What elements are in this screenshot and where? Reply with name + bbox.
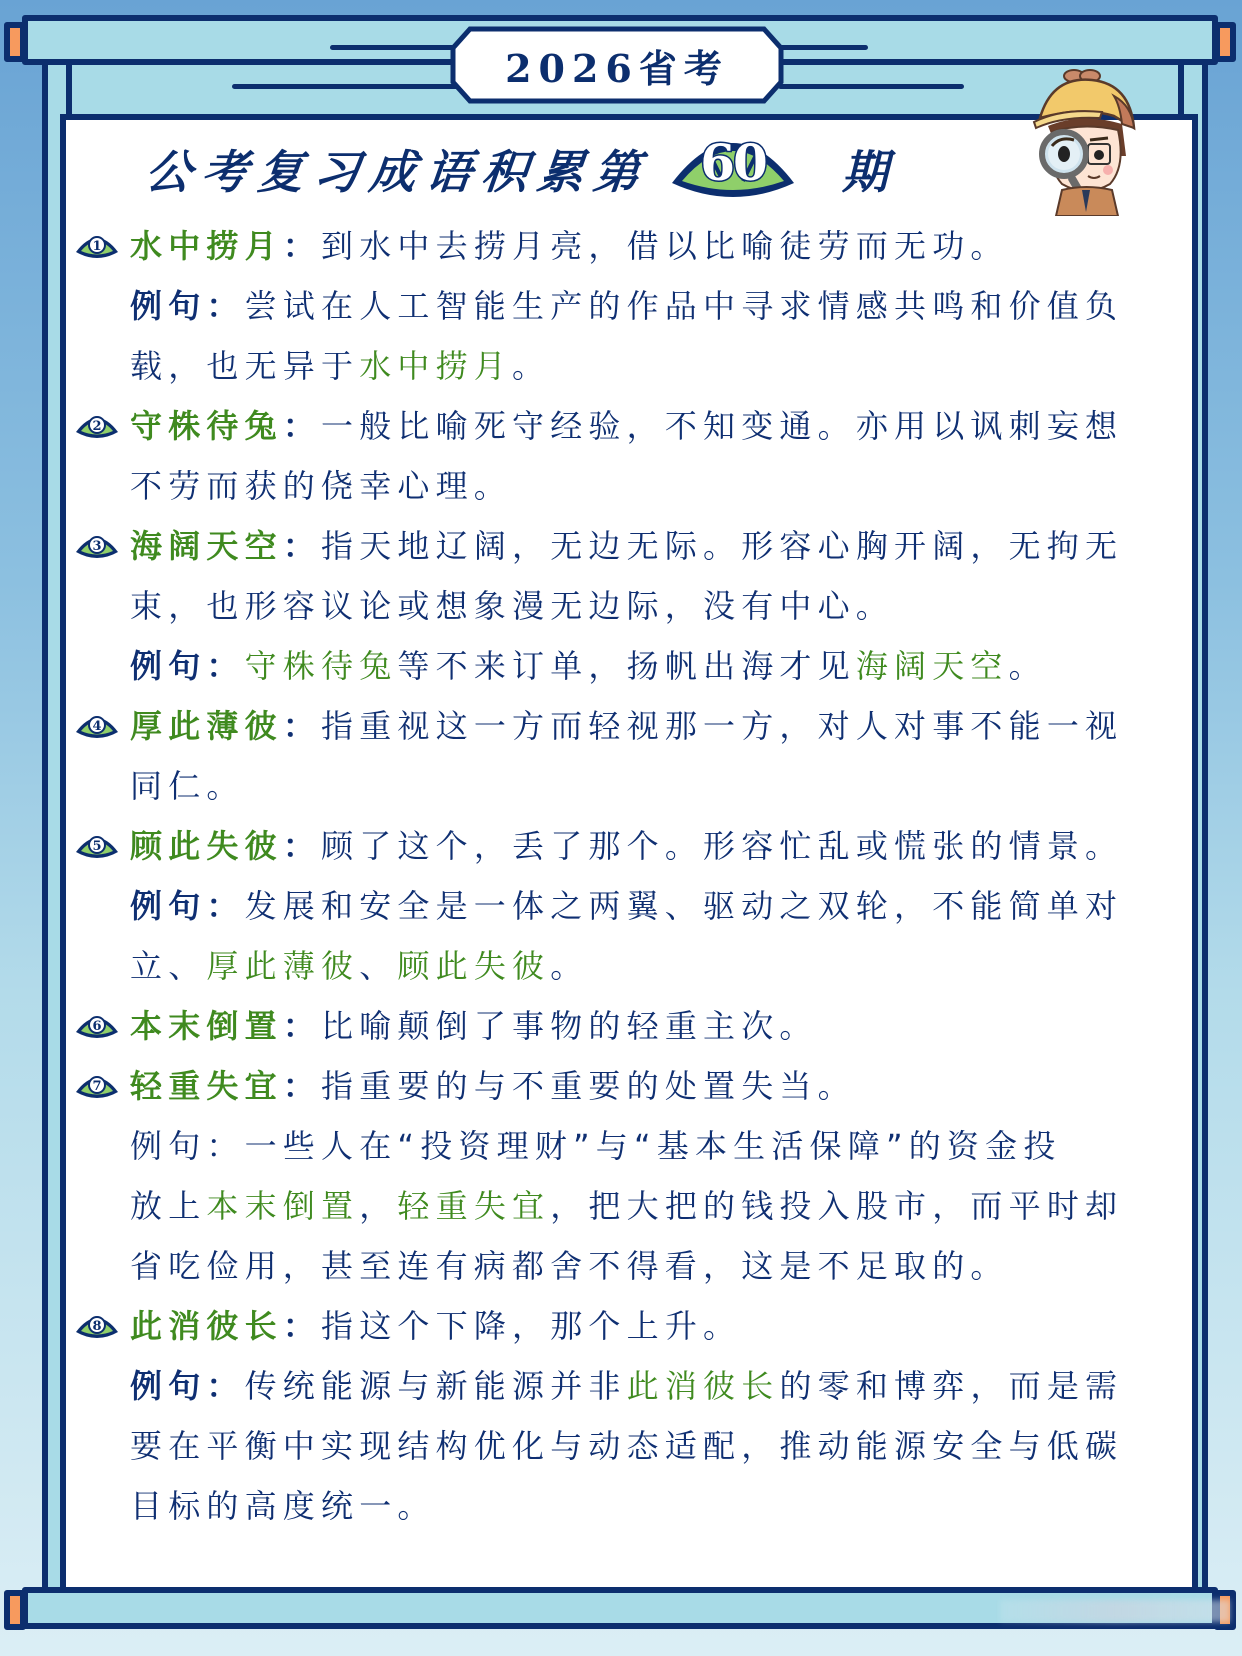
term-colon: ： <box>282 527 322 565</box>
term-colon: ： <box>282 827 322 865</box>
idiom-definition-line <box>72 516 1184 576</box>
title-suffix: 期 <box>842 145 888 199</box>
text-segment: 立、 <box>130 947 207 985</box>
text-segment: 要在平衡中实现结构优化与动态适配，推动能源安全与低碳 <box>130 1427 1124 1465</box>
term-colon: ： <box>282 1067 322 1105</box>
idiom-highlight: 厚此薄彼 <box>206 947 360 985</box>
idiom-definition-line <box>72 696 1184 756</box>
idiom-entry <box>72 996 1184 1056</box>
idiom-text-line <box>72 1236 1184 1296</box>
term-colon: ： <box>282 1307 322 1345</box>
text-segment: ，把大把的钱投入股市，而平时却 <box>550 1187 1124 1225</box>
idiom-definition-line <box>72 1296 1184 1356</box>
term-colon: ： <box>282 707 322 745</box>
text-segment: 指天地辽阔，无边无际。形容心胸开阔，无拘无 <box>321 527 1124 565</box>
text-segment: 省吃俭用，甚至连有病都舍不得看，这是不足取的。 <box>130 1247 1009 1285</box>
decor-line <box>778 84 964 89</box>
example-label: 例句： <box>130 1127 245 1165</box>
idiom-list <box>72 216 1184 1536</box>
idiom-text-line <box>72 336 1184 396</box>
svg-text:5: 5 <box>92 839 102 854</box>
example-label: 例句： <box>130 647 245 685</box>
idiom-highlight: 守株待兔 <box>244 647 398 685</box>
decor-line <box>330 45 460 50</box>
idiom-entry <box>72 1056 1184 1296</box>
svg-text:8: 8 <box>92 1319 102 1334</box>
text-segment: 指这个下降，那个上升。 <box>321 1307 742 1345</box>
idiom-highlight: 顾此失彼 <box>397 947 551 985</box>
fan-number-icon <box>74 1070 120 1100</box>
text-segment: 不劳而获的侥幸心理。 <box>130 467 513 505</box>
decor-line <box>778 45 868 50</box>
text-segment: 指重视这一方而轻视那一方，对人对事不能一视 <box>321 707 1124 745</box>
idiom-text-line <box>72 1416 1184 1476</box>
idiom-entry <box>72 1296 1184 1536</box>
watermark-blur <box>1000 1600 1230 1622</box>
title-prefix: 公考复习成语积累第 <box>142 145 653 199</box>
text-segment: 顾了这个，丢了那个。形容忙乱或慌张的情景。 <box>321 827 1124 865</box>
idiom-term: 顾此失彼 <box>130 827 283 865</box>
text-segment: 载，也无异于 <box>130 347 360 385</box>
idiom-text-line <box>72 1176 1184 1236</box>
text-segment: 指重要的与不重要的处置失当。 <box>321 1067 856 1105</box>
text-segment: 的零和博弈，而是需 <box>779 1367 1124 1405</box>
idiom-text-line <box>72 876 1184 936</box>
idiom-text-line <box>72 936 1184 996</box>
svg-text:4: 4 <box>92 719 102 734</box>
text-segment: 、 <box>359 947 398 985</box>
text-segment: 一些人在“投资理财”与“基本生活保障”的资金投 <box>244 1127 1062 1165</box>
idiom-entry <box>72 396 1184 516</box>
page-title <box>142 133 888 204</box>
text-segment: ， <box>359 1187 398 1225</box>
text-segment: 放上 <box>130 1187 207 1225</box>
text-segment: 。 <box>512 347 551 385</box>
svg-text:1: 1 <box>92 239 102 254</box>
detective-mascot-icon <box>1022 66 1152 216</box>
fan-number-icon <box>74 230 120 260</box>
svg-text:6: 6 <box>92 1019 102 1034</box>
fan-number-icon <box>74 1010 120 1040</box>
text-segment: 目标的高度统一。 <box>130 1487 436 1525</box>
text-segment: 尝试在人工智能生产的作品中寻求情感共鸣和价值负 <box>244 287 1124 325</box>
text-segment: 束，也形容议论或想象漫无边际，没有中心。 <box>130 587 895 625</box>
idiom-entry <box>72 816 1184 996</box>
svg-text:2: 2 <box>92 419 102 434</box>
year-badge-label: 2026省考 <box>505 45 729 91</box>
decor-line <box>232 84 460 89</box>
idiom-text-line <box>72 276 1184 336</box>
idiom-entry <box>72 696 1184 816</box>
svg-text:3: 3 <box>92 539 102 554</box>
idiom-term: 守株待兔 <box>130 407 283 445</box>
fan-number-icon <box>74 710 120 740</box>
idiom-term: 轻重失宜 <box>130 1067 283 1105</box>
fan-number-icon <box>74 410 120 440</box>
text-segment: 比喻颠倒了事物的轻重主次。 <box>321 1007 818 1045</box>
idiom-term: 此消彼长 <box>130 1307 283 1345</box>
idiom-definition-line <box>72 216 1184 276</box>
text-segment: 发展和安全是一体之两翼、驱动之双轮，不能简单对 <box>244 887 1124 925</box>
idiom-term: 本末倒置 <box>130 1007 283 1045</box>
idiom-highlight: 本末倒置 <box>206 1187 360 1225</box>
example-label: 例句： <box>130 287 245 325</box>
text-segment: 到水中去捞月亮，借以比喻徒劳而无功。 <box>321 227 1009 265</box>
example-label: 例句： <box>130 887 245 925</box>
issue-number-badge <box>668 131 798 207</box>
scroll-top-right-cap <box>1214 22 1236 62</box>
idiom-text-line <box>72 1356 1184 1416</box>
fan-number-icon <box>74 830 120 860</box>
idiom-text-line <box>72 576 1184 636</box>
idiom-highlight: 此消彼长 <box>626 1367 780 1405</box>
idiom-term: 水中捞月 <box>130 227 283 265</box>
fan-number-icon <box>74 530 120 560</box>
text-segment: 一般比喻死守经验，不知变通。亦用以讽刺妄想 <box>321 407 1124 445</box>
example-label: 例句： <box>130 1367 245 1405</box>
scroll-top-left-cap <box>4 22 26 62</box>
text-segment: 同仁。 <box>130 767 245 805</box>
idiom-entry <box>72 216 1184 396</box>
year-badge <box>450 26 784 104</box>
term-colon: ： <box>282 407 322 445</box>
idiom-text-line <box>72 756 1184 816</box>
idiom-definition-line <box>72 396 1184 456</box>
idiom-entry <box>72 516 1184 696</box>
idiom-term: 海阔天空 <box>130 527 283 565</box>
idiom-highlight: 轻重失宜 <box>397 1187 551 1225</box>
term-colon: ： <box>282 227 322 265</box>
text-segment: 等不来订单，扬帆出海才见 <box>397 647 856 685</box>
text-segment: 传统能源与新能源并非 <box>244 1367 627 1405</box>
scroll-bottom-left-cap <box>4 1590 26 1630</box>
idiom-text-line <box>72 1476 1184 1536</box>
idiom-definition-line <box>72 1056 1184 1116</box>
idiom-highlight: 水中捞月 <box>359 347 513 385</box>
idiom-term: 厚此薄彼 <box>130 707 283 745</box>
idiom-text-line <box>72 1116 1184 1176</box>
issue-number: 60 <box>700 133 766 192</box>
idiom-highlight: 海阔天空 <box>855 647 1009 685</box>
idiom-text-line <box>72 636 1184 696</box>
term-colon: ： <box>282 1007 322 1045</box>
idiom-text-line <box>72 456 1184 516</box>
text-segment: 。 <box>550 947 589 985</box>
idiom-definition-line <box>72 996 1184 1056</box>
fan-number-icon <box>74 1310 120 1340</box>
idiom-definition-line <box>72 816 1184 876</box>
text-segment: 。 <box>1008 647 1047 685</box>
svg-text:7: 7 <box>92 1079 102 1094</box>
